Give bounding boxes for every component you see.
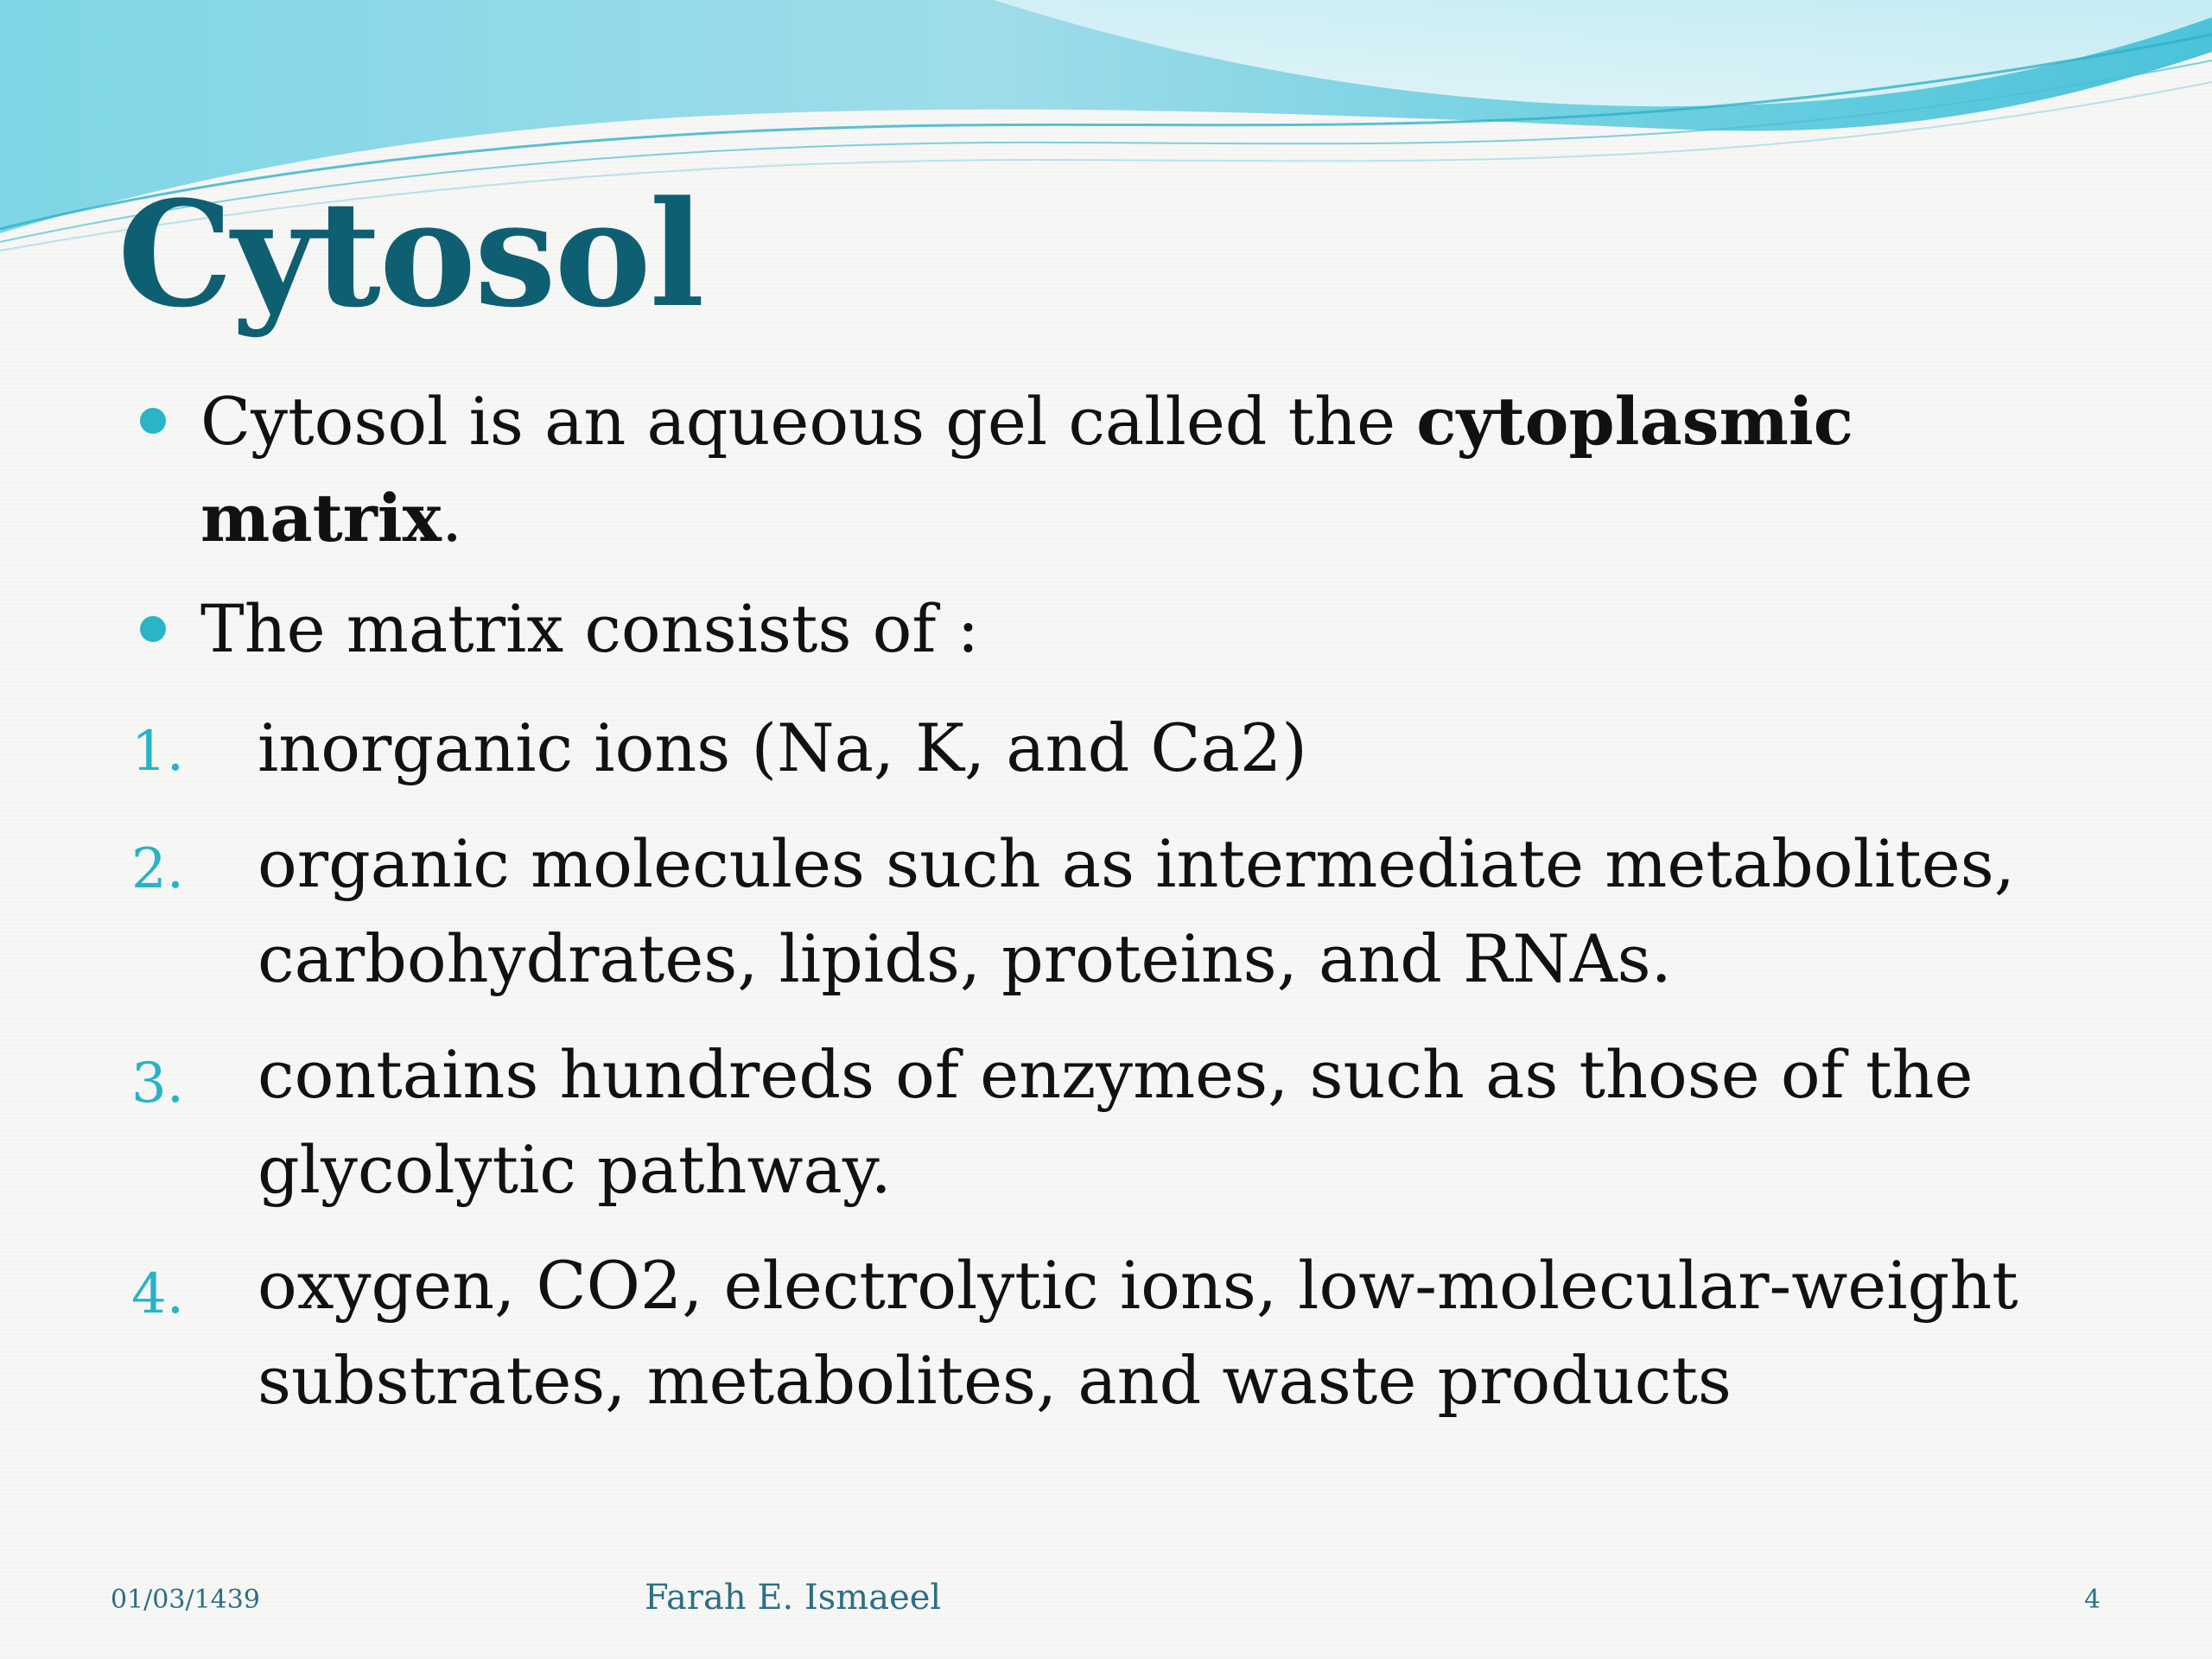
bullet-icon — [140, 616, 166, 642]
bullet-1-bold-2: matrix — [200, 480, 442, 556]
list-number-2: 2. — [131, 837, 185, 901]
bullet-text-2: The matrix consists of : — [200, 590, 980, 667]
list-number-3: 3. — [131, 1052, 185, 1116]
list-item-4-line-2: substrates, metabolites, and waste products — [257, 1342, 1732, 1419]
slide-title: Cytosol — [118, 168, 703, 340]
bullet-icon — [140, 408, 166, 434]
footer-page-number: 4 — [2084, 1585, 2101, 1615]
bullet-text-1 — [200, 373, 2136, 470]
bullet-1-bold-1: cytoplasmic — [1416, 383, 1854, 460]
list-item-1-line-1: inorganic ions (Na, K, and Ca2) — [257, 709, 1307, 786]
bullet-1-text-after: . — [442, 480, 463, 556]
footer-author: Farah E. Ismaeel — [645, 1578, 942, 1618]
footer-date: 01/03/1439 — [111, 1585, 260, 1615]
bullet-text-1-continued — [200, 470, 2136, 567]
list-item-2-line-2: carbohydrates, lipids, proteins, and RNAs. — [257, 920, 1672, 997]
list-item-4-line-1: oxygen, CO2, electrolytic ions, low-molecular-weight — [257, 1247, 2018, 1324]
list-number-1: 1. — [131, 720, 185, 784]
bullet-1-text-before: Cytosol is an aqueous gel called the — [200, 383, 1417, 460]
list-item-2-line-1: organic molecules such as intermediate metabolites, — [257, 825, 2015, 902]
list-item-3-line-1: contains hundreds of enzymes, such as those of the — [257, 1036, 1974, 1113]
list-item-3-line-2: glycolytic pathway. — [257, 1131, 892, 1208]
list-number-4: 4. — [131, 1262, 185, 1326]
